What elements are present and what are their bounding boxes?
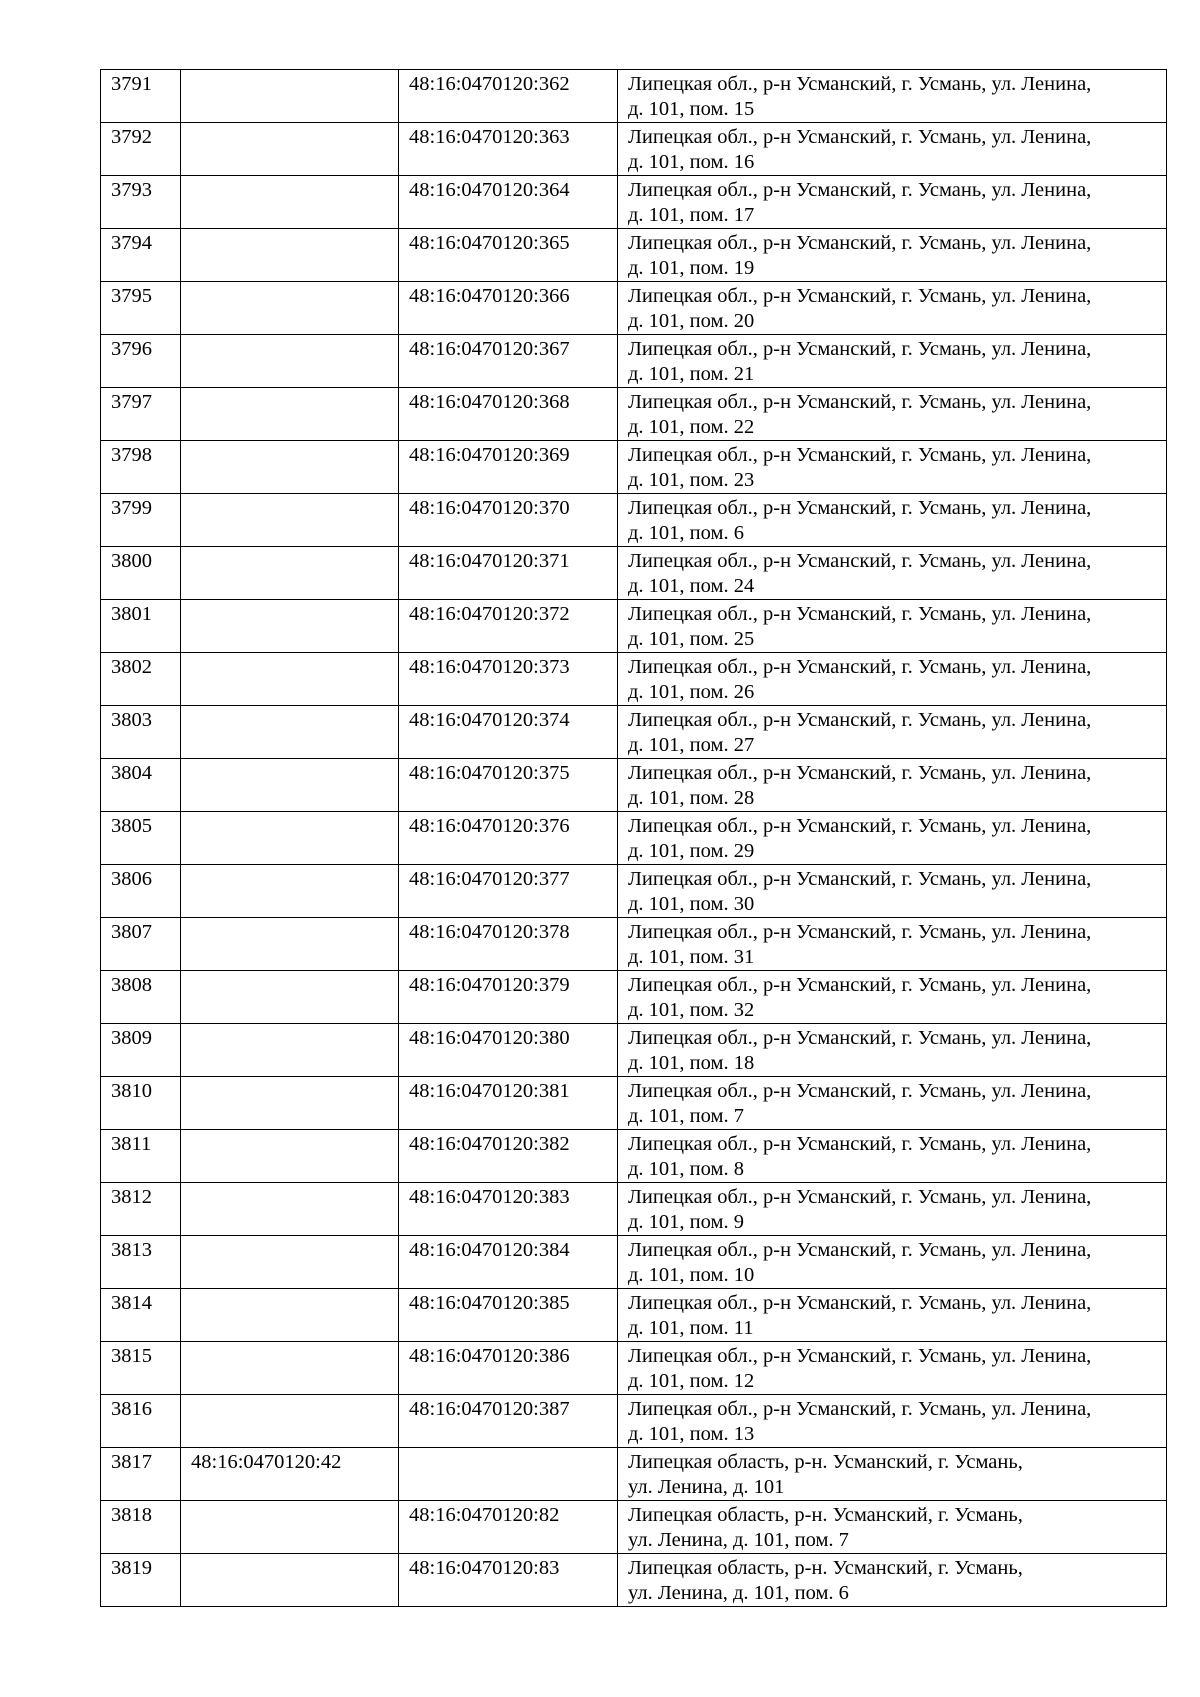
object-cadastral-number-cell: 48:16:0470120:380 [399,1024,618,1077]
address-line: ул. Ленина, д. 101, пом. 7 [628,1529,849,1551]
address-cell [618,282,1167,335]
address-line: Липецкая обл., р-н Усманский, г. Усмань, ул. Ленина, [628,126,1092,148]
table-row [101,494,1167,547]
address-line: д. 101, пом. 7 [628,1105,744,1127]
land-cadastral-number-cell [181,123,399,176]
land-cadastral-number-cell [181,706,399,759]
land-cadastral-number-cell [181,1077,399,1130]
land-cadastral-number-cell: 48:16:0470120:42 [181,1448,399,1501]
object-cadastral-number-cell: 48:16:0470120:372 [399,600,618,653]
address-cell [618,1183,1167,1236]
land-cadastral-number-cell [181,653,399,706]
address-cell [618,1024,1167,1077]
row-number-cell: 3795 [101,282,181,335]
address-line: д. 101, пом. 31 [628,946,755,968]
address-cell [618,229,1167,282]
row-number-cell: 3805 [101,812,181,865]
table-row [101,282,1167,335]
address-line: Липецкая обл., р-н Усманский, г. Усмань, ул. Ленина, [628,603,1092,625]
object-cadastral-number-cell: 48:16:0470120:371 [399,547,618,600]
address-line: д. 101, пом. 19 [628,257,755,279]
object-cadastral-number-cell: 48:16:0470120:387 [399,1395,618,1448]
row-number-cell: 3806 [101,865,181,918]
address-cell [618,918,1167,971]
address-line: Липецкая обл., р-н Усманский, г. Усмань, ул. Ленина, [628,232,1092,254]
address-line: Липецкая обл., р-н Усманский, г. Усмань, ул. Ленина, [628,868,1092,890]
land-cadastral-number-cell [181,1501,399,1554]
row-number-cell: 3799 [101,494,181,547]
address-line: д. 101, пом. 26 [628,681,755,703]
table-row [101,918,1167,971]
row-number-cell: 3808 [101,971,181,1024]
address-line: Липецкая обл., р-н Усманский, г. Усмань, ул. Ленина, [628,391,1092,413]
table-row [101,759,1167,812]
address-cell [618,176,1167,229]
address-line: Липецкая обл., р-н Усманский, г. Усмань, ул. Ленина, [628,974,1092,996]
row-number-cell: 3813 [101,1236,181,1289]
land-cadastral-number-cell [181,600,399,653]
address-cell [618,547,1167,600]
table-row [101,1289,1167,1342]
table-row [101,812,1167,865]
object-cadastral-number-cell: 48:16:0470120:373 [399,653,618,706]
land-cadastral-number-cell [181,918,399,971]
object-cadastral-number-cell: 48:16:0470120:362 [399,70,618,123]
land-cadastral-number-cell [181,335,399,388]
table-row [101,1501,1167,1554]
address-cell [618,1342,1167,1395]
registry-table-body [101,70,1167,1607]
table-row [101,1448,1167,1501]
address-line: д. 101, пом. 25 [628,628,755,650]
address-line: д. 101, пом. 16 [628,151,755,173]
land-cadastral-number-cell [181,70,399,123]
row-number-cell: 3796 [101,335,181,388]
object-cadastral-number-cell: 48:16:0470120:370 [399,494,618,547]
address-line: д. 101, пом. 6 [628,522,744,544]
table-row [101,1077,1167,1130]
address-line: Липецкая обл., р-н Усманский, г. Усмань, ул. Ленина, [628,656,1092,678]
land-cadastral-number-cell [181,388,399,441]
object-cadastral-number-cell: 48:16:0470120:369 [399,441,618,494]
land-cadastral-number-cell [181,759,399,812]
land-cadastral-number-cell [181,1395,399,1448]
land-cadastral-number-cell [181,865,399,918]
row-number-cell: 3803 [101,706,181,759]
object-cadastral-number-cell: 48:16:0470120:363 [399,123,618,176]
address-cell [618,1077,1167,1130]
row-number-cell: 3810 [101,1077,181,1130]
address-line: Липецкая обл., р-н Усманский, г. Усмань, ул. Ленина, [628,73,1092,95]
table-row [101,706,1167,759]
table-row [101,971,1167,1024]
address-line: д. 101, пом. 15 [628,98,755,120]
registry-table [100,69,1167,1607]
address-cell [618,1501,1167,1554]
address-cell [618,706,1167,759]
address-cell [618,865,1167,918]
object-cadastral-number-cell: 48:16:0470120:382 [399,1130,618,1183]
address-line: д. 101, пом. 11 [628,1317,754,1339]
land-cadastral-number-cell [181,1236,399,1289]
row-number-cell: 3791 [101,70,181,123]
object-cadastral-number-cell: 48:16:0470120:368 [399,388,618,441]
address-line: д. 101, пом. 12 [628,1370,755,1392]
address-line: д. 101, пом. 17 [628,204,755,226]
table-row [101,865,1167,918]
land-cadastral-number-cell [181,1289,399,1342]
table-row [101,123,1167,176]
address-line: Липецкая обл., р-н Усманский, г. Усмань, ул. Ленина, [628,762,1092,784]
row-number-cell: 3792 [101,123,181,176]
address-line: Липецкая обл., р-н Усманский, г. Усмань, ул. Ленина, [628,550,1092,572]
address-line: д. 101, пом. 20 [628,310,755,332]
row-number-cell: 3814 [101,1289,181,1342]
land-cadastral-number-cell [181,1130,399,1183]
land-cadastral-number-cell [181,1183,399,1236]
row-number-cell: 3819 [101,1554,181,1607]
object-cadastral-number-cell: 48:16:0470120:367 [399,335,618,388]
address-line: Липецкая обл., р-н Усманский, г. Усмань, ул. Ленина, [628,1239,1092,1261]
row-number-cell: 3801 [101,600,181,653]
object-cadastral-number-cell: 48:16:0470120:364 [399,176,618,229]
object-cadastral-number-cell [399,1448,618,1501]
address-cell [618,1236,1167,1289]
address-line: д. 101, пом. 10 [628,1264,755,1286]
land-cadastral-number-cell [181,812,399,865]
land-cadastral-number-cell [181,1554,399,1607]
address-line: д. 101, пом. 24 [628,575,755,597]
address-line: д. 101, пом. 30 [628,893,755,915]
table-row [101,1554,1167,1607]
object-cadastral-number-cell: 48:16:0470120:379 [399,971,618,1024]
address-line: Липецкая обл., р-н Усманский, г. Усмань, ул. Ленина, [628,1080,1092,1102]
row-number-cell: 3818 [101,1501,181,1554]
object-cadastral-number-cell: 48:16:0470120:83 [399,1554,618,1607]
address-line: Липецкая обл., р-н Усманский, г. Усмань, ул. Ленина, [628,338,1092,360]
address-cell [618,759,1167,812]
row-number-cell: 3807 [101,918,181,971]
object-cadastral-number-cell: 48:16:0470120:365 [399,229,618,282]
address-line: Липецкая обл., р-н Усманский, г. Усмань, ул. Ленина, [628,497,1092,519]
address-line: Липецкая область, р-н. Усманский, г. Усмань, [628,1451,1023,1473]
address-line: Липецкая обл., р-н Усманский, г. Усмань, ул. Ленина, [628,1398,1092,1420]
table-row [101,1395,1167,1448]
address-cell [618,1130,1167,1183]
table-row [101,547,1167,600]
land-cadastral-number-cell [181,1342,399,1395]
land-cadastral-number-cell [181,547,399,600]
row-number-cell: 3816 [101,1395,181,1448]
table-row [101,441,1167,494]
object-cadastral-number-cell: 48:16:0470120:377 [399,865,618,918]
address-line: д. 101, пом. 32 [628,999,755,1021]
address-line: д. 101, пом. 18 [628,1052,755,1074]
address-cell [618,70,1167,123]
address-cell [618,812,1167,865]
row-number-cell: 3797 [101,388,181,441]
table-row [101,1130,1167,1183]
row-number-cell: 3817 [101,1448,181,1501]
address-line: д. 101, пом. 27 [628,734,755,756]
address-line: д. 101, пом. 21 [628,363,755,385]
land-cadastral-number-cell [181,176,399,229]
row-number-cell: 3794 [101,229,181,282]
table-row [101,388,1167,441]
table-row [101,229,1167,282]
address-line: Липецкая обл., р-н Усманский, г. Усмань, ул. Ленина, [628,179,1092,201]
object-cadastral-number-cell: 48:16:0470120:375 [399,759,618,812]
object-cadastral-number-cell: 48:16:0470120:374 [399,706,618,759]
address-line: Липецкая обл., р-н Усманский, г. Усмань, ул. Ленина, [628,1186,1092,1208]
address-line: Липецкая обл., р-н Усманский, г. Усмань, ул. Ленина, [628,1345,1092,1367]
row-number-cell: 3811 [101,1130,181,1183]
address-cell [618,335,1167,388]
land-cadastral-number-cell [181,282,399,335]
table-row [101,176,1167,229]
address-line: д. 101, пом. 23 [628,469,755,491]
table-row [101,335,1167,388]
address-line: д. 101, пом. 8 [628,1158,744,1180]
row-number-cell: 3798 [101,441,181,494]
object-cadastral-number-cell: 48:16:0470120:378 [399,918,618,971]
address-line: Липецкая область, р-н. Усманский, г. Усмань, [628,1504,1023,1526]
address-cell [618,388,1167,441]
address-line: д. 101, пом. 28 [628,787,755,809]
address-cell [618,653,1167,706]
address-line: д. 101, пом. 9 [628,1211,744,1233]
object-cadastral-number-cell: 48:16:0470120:383 [399,1183,618,1236]
address-cell [618,1554,1167,1607]
table-row [101,1183,1167,1236]
table-row [101,1236,1167,1289]
land-cadastral-number-cell [181,441,399,494]
address-line: Липецкая обл., р-н Усманский, г. Усмань, ул. Ленина, [628,285,1092,307]
address-line: Липецкая обл., р-н Усманский, г. Усмань, ул. Ленина, [628,1133,1092,1155]
row-number-cell: 3815 [101,1342,181,1395]
address-cell [618,1448,1167,1501]
address-line: д. 101, пом. 13 [628,1423,755,1445]
address-line: д. 101, пом. 22 [628,416,755,438]
address-cell [618,600,1167,653]
address-cell [618,971,1167,1024]
table-row [101,1024,1167,1077]
address-cell [618,494,1167,547]
object-cadastral-number-cell: 48:16:0470120:366 [399,282,618,335]
address-line: Липецкая область, р-н. Усманский, г. Усмань, [628,1557,1023,1579]
address-line: ул. Ленина, д. 101, пом. 6 [628,1582,849,1604]
address-line: Липецкая обл., р-н Усманский, г. Усмань, ул. Ленина, [628,1292,1092,1314]
address-line: Липецкая обл., р-н Усманский, г. Усмань, ул. Ленина, [628,444,1092,466]
table-row [101,1342,1167,1395]
row-number-cell: 3812 [101,1183,181,1236]
address-cell [618,441,1167,494]
row-number-cell: 3809 [101,1024,181,1077]
object-cadastral-number-cell: 48:16:0470120:381 [399,1077,618,1130]
table-row [101,70,1167,123]
table-row [101,653,1167,706]
address-line: Липецкая обл., р-н Усманский, г. Усмань, ул. Ленина, [628,1027,1092,1049]
object-cadastral-number-cell: 48:16:0470120:376 [399,812,618,865]
address-line: д. 101, пом. 29 [628,840,755,862]
row-number-cell: 3793 [101,176,181,229]
address-line: Липецкая обл., р-н Усманский, г. Усмань, ул. Ленина, [628,709,1092,731]
land-cadastral-number-cell [181,494,399,547]
address-line: ул. Ленина, д. 101 [628,1476,785,1498]
object-cadastral-number-cell: 48:16:0470120:82 [399,1501,618,1554]
address-cell [618,1395,1167,1448]
land-cadastral-number-cell [181,229,399,282]
row-number-cell: 3800 [101,547,181,600]
address-cell [618,1289,1167,1342]
row-number-cell: 3802 [101,653,181,706]
land-cadastral-number-cell [181,1024,399,1077]
table-row [101,600,1167,653]
address-line: Липецкая обл., р-н Усманский, г. Усмань, ул. Ленина, [628,921,1092,943]
object-cadastral-number-cell: 48:16:0470120:385 [399,1289,618,1342]
object-cadastral-number-cell: 48:16:0470120:386 [399,1342,618,1395]
object-cadastral-number-cell: 48:16:0470120:384 [399,1236,618,1289]
address-cell [618,123,1167,176]
land-cadastral-number-cell [181,971,399,1024]
row-number-cell: 3804 [101,759,181,812]
address-line: Липецкая обл., р-н Усманский, г. Усмань, ул. Ленина, [628,815,1092,837]
